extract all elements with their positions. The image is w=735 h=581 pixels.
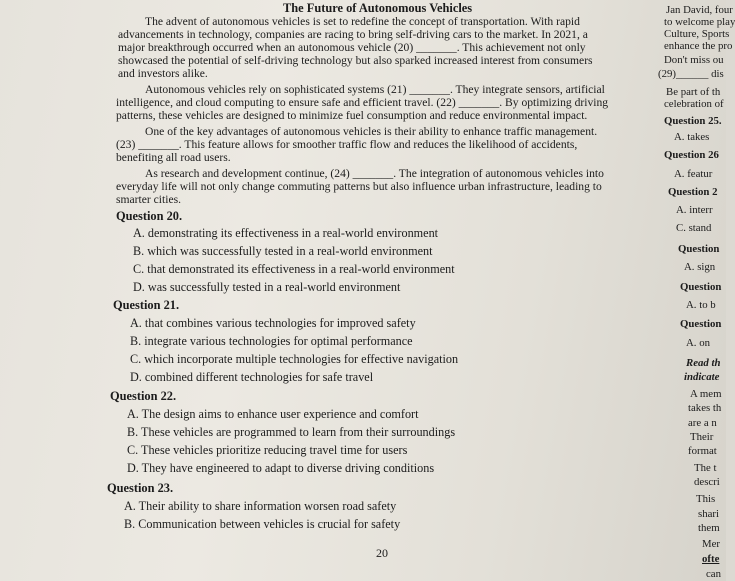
passage-title: The Future of Autonomous Vehicles xyxy=(283,1,473,15)
side-question-label: Question 2 xyxy=(668,186,718,198)
side-text: takes th xyxy=(688,402,722,414)
passage-line: Autonomous vehicles rely on sophisticated systems (21) _______. They integrate sensors, artificial xyxy=(145,83,605,96)
passage-line: showcased the potential of self-driving technology but also sparked increased interest from consumers xyxy=(118,54,593,67)
passage-line: benefiting all road users. xyxy=(116,151,231,164)
question-22-option-a[interactable]: A. The design aims to enhance user experience and comfort xyxy=(127,407,419,421)
question-21-option-a[interactable]: A. that combines various technologies for improved safety xyxy=(130,316,416,330)
question-20-label: Question 20. xyxy=(116,209,183,223)
side-heading: indicate xyxy=(684,371,720,383)
side-text: (29)______ dis xyxy=(658,68,724,80)
passage-line: major breakthrough occurred when an autonomous vehicle (20) _______. This achievement not only xyxy=(118,41,586,54)
side-option: A. interr xyxy=(676,204,713,216)
passage-line: As research and development continue, (24) _______. The integration of autonomous vehicles into xyxy=(145,167,604,180)
question-22-option-c[interactable]: C. These vehicles prioritize reducing travel time for users xyxy=(127,443,408,457)
side-question-label: Question xyxy=(678,243,720,255)
side-option: A. to b xyxy=(686,299,716,311)
side-text: enhance the pro xyxy=(664,40,733,52)
side-text: Their xyxy=(690,431,714,443)
question-20-option-c[interactable]: C. that demonstrated its effectiveness in a real-world environment xyxy=(133,262,455,276)
passage-line: patterns, these vehicles are designed to minimize fuel consumption and reduce environmental impact. xyxy=(116,109,588,122)
question-22-label: Question 22. xyxy=(110,389,177,403)
side-text: Mer xyxy=(702,538,720,550)
right-column-cutoff xyxy=(658,0,735,581)
side-question-label: Question 26 xyxy=(664,149,719,161)
question-21-label: Question 21. xyxy=(113,298,180,312)
question-21-option-b[interactable]: B. integrate various technologies for optimal performance xyxy=(130,334,413,348)
side-text: are a n xyxy=(688,417,717,429)
side-option: A. sign xyxy=(684,261,716,273)
side-text: Culture, Sports xyxy=(664,28,730,40)
question-23-option-b[interactable]: B. Communication between vehicles is crucial for safety xyxy=(124,517,401,531)
side-text: Jan David, four xyxy=(666,4,733,16)
passage-line: The advent of autonomous vehicles is set to redefine the concept of transportation. With rapid xyxy=(145,15,580,28)
side-text: can xyxy=(706,568,721,580)
side-option: A. on xyxy=(686,337,710,349)
side-option: C. stand xyxy=(676,222,712,234)
passage-line: everyday life will not only change commuting patterns but also influence urban infrastructure, leading to xyxy=(116,180,602,193)
side-text: Be part of th xyxy=(666,86,721,98)
question-23-label: Question 23. xyxy=(107,481,174,495)
question-22-option-b[interactable]: B. These vehicles are programmed to learn from their surroundings xyxy=(127,425,456,439)
passage-line: smarter cities. xyxy=(116,193,182,206)
side-text: to welcome play xyxy=(664,16,735,28)
question-21-option-d[interactable]: D. combined different technologies for safe travel xyxy=(130,370,374,384)
side-text: A mem xyxy=(690,388,722,400)
passage-line: advancements in technology, companies are racing to bring self-driving cars to the market. In 2021, a xyxy=(118,28,588,41)
side-question-label: Question xyxy=(680,318,722,330)
side-text: This xyxy=(696,493,716,505)
side-text: ofte xyxy=(702,553,720,565)
question-22-option-d[interactable]: D. They have engineered to adapt to diverse driving conditions xyxy=(127,461,435,475)
question-23-option-a[interactable]: A. Their ability to share information worsen road safety xyxy=(124,499,397,513)
question-20-option-a[interactable]: A. demonstrating its effectiveness in a real-world environment xyxy=(133,226,439,240)
side-text: them xyxy=(698,522,720,534)
side-text: descri xyxy=(694,476,720,488)
side-text: celebration of xyxy=(664,98,724,110)
side-option: A. takes xyxy=(674,131,710,143)
passage-line: One of the key advantages of autonomous vehicles is their ability to enhance traffic management. xyxy=(145,125,598,138)
passage-line: and investors alike. xyxy=(118,67,208,80)
side-heading: Read th xyxy=(686,357,721,369)
question-21-option-c[interactable]: C. which incorporate multiple technologies for effective navigation xyxy=(130,352,459,366)
side-text: format xyxy=(688,445,717,457)
side-text: shari xyxy=(698,508,719,520)
passage-line: intelligence, and cloud computing to ensure safe and efficient travel. (22) _______. By optimizing driving xyxy=(116,96,609,109)
side-question-label: Question xyxy=(680,281,722,293)
question-20-option-d[interactable]: D. was successfully tested in a real-world environment xyxy=(133,280,401,294)
side-text: The t xyxy=(694,462,717,474)
question-20-option-b[interactable]: B. which was successfully tested in a real-world environment xyxy=(133,244,433,258)
side-text: Don't miss ou xyxy=(664,54,724,66)
side-question-label: Question 25. xyxy=(664,115,722,127)
side-option: A. featur xyxy=(674,168,713,180)
passage-line: (23) _______. This feature allows for smoother traffic flow and reduces the likelihood of accidents, xyxy=(116,138,578,151)
page-number: 20 xyxy=(376,546,388,560)
